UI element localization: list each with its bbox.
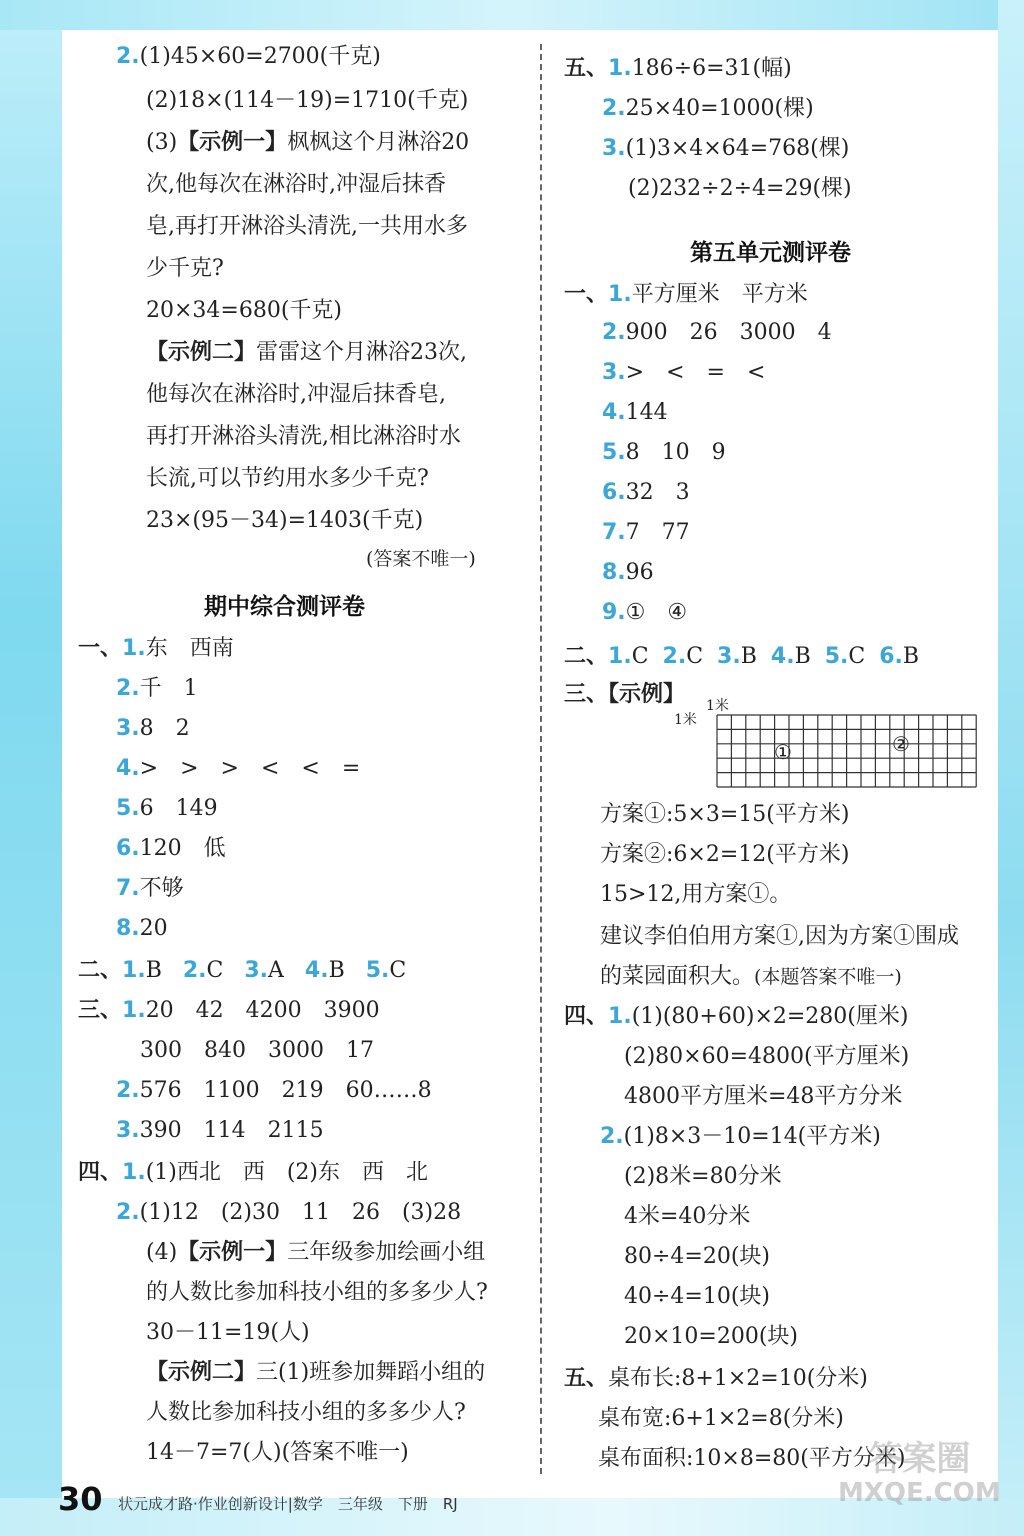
right-s5-q1: 五、1.186÷6=31(幅) (564, 56, 792, 81)
u5-s1-q4: 4.144 (602, 400, 668, 425)
mid-s1-q6: 6.120 低 (116, 836, 226, 861)
frame-top (0, 0, 1024, 30)
left-q2-line7: 20×34=680(千克) (146, 298, 343, 323)
u5-s3-suggest1: 建议李伯伯用方案①,因为方案①围成 (600, 924, 959, 949)
page-number: 30 (58, 1480, 103, 1518)
watermark-line1: 答案圈 (868, 1439, 971, 1479)
watermark-line2: MXQE.COM (838, 1478, 1001, 1508)
frame-right (998, 0, 1024, 1536)
column-divider (540, 44, 542, 1474)
u5-s1-q7: 7.7 77 (602, 520, 690, 545)
u5-s1-q1: 一、1.平方厘米 平方米 (564, 282, 808, 307)
u5-s1-q5: 5.8 10 9 (602, 440, 726, 465)
frame-left (0, 0, 62, 1536)
mid-s1-q2: 2.千 1 (116, 676, 198, 701)
garden-grid-figure (674, 698, 978, 794)
left-q2-line3: (3)【示例一】枫枫这个月淋浴20 (146, 130, 470, 155)
u5-s2: 二、1.C 2.C 3.B 4.B 5.C 6.B (564, 644, 920, 669)
left-q2-line9: 他每次在淋浴时,冲湿后抹香皂, (146, 382, 446, 407)
title-midterm: 期中综合测评卷 (204, 594, 365, 620)
mid-s1-q8: 8.20 (116, 916, 168, 941)
u5-s4-q2d: 80÷4=20(块) (624, 1244, 771, 1269)
mid-s1-q4: 4.> > > < < = (116, 756, 361, 781)
title-unit5: 第五单元测评卷 (690, 240, 851, 266)
u5-s4-q1b: (2)80×60=4800(平方厘米) (624, 1044, 910, 1069)
u5-s5-width: 桌布宽:6+1×2=8(分米) (598, 1406, 844, 1431)
u5-s4-q2f: 20×10=200(块) (624, 1324, 799, 1349)
footer-book-title: 状元成才路·作业创新设计|数学 三年级 下册 RJ (118, 1495, 458, 1513)
left-q2-line4: 次,他每次在淋浴时,冲湿后抹香 (146, 172, 446, 197)
left-q2-note: (答案不唯一) (366, 548, 476, 570)
mid-s4-q2-4: (4)【示例一】三年级参加绘画小组 (146, 1240, 486, 1265)
u5-s3-plan1: 方案①:5×3=15(平方米) (600, 802, 850, 827)
right-s5-q2: 2.25×40=1000(棵) (602, 96, 814, 121)
watermark (838, 1440, 1001, 1508)
mid-s1-q5: 5.6 149 (116, 796, 218, 821)
u5-s5-length: 五、桌布长:8+1×2=10(分米) (564, 1366, 868, 1391)
u5-s4-q1c: 4800平方厘米=48平方分米 (624, 1084, 903, 1109)
mid-s4-q2-4d: 【示例二】三(1)班参加舞蹈小组的 (146, 1360, 486, 1385)
u5-s1-q8: 8.96 (602, 560, 654, 585)
grid-lines (717, 715, 976, 787)
mid-s1-q7: 7.不够 (116, 876, 184, 901)
u5-s4-q2: 2.(1)8×3－10=14(平方米) (600, 1124, 881, 1149)
mid-s4-q2-4e: 人数比参加科技小组的多多少人? (146, 1400, 466, 1425)
u5-s1-q6: 6.32 3 (602, 480, 690, 505)
u5-s1-q2: 2.900 26 3000 4 (602, 320, 832, 345)
grid-top-label: 1米 (706, 698, 729, 714)
left-q2-line2: (2)18×(114－19)=1710(千克) (146, 88, 469, 113)
left-q2-line12: 23×(95－34)=1403(千克) (146, 508, 424, 533)
mid-s4-q2: 2.(1)12 (2)30 11 26 (3)28 (116, 1200, 462, 1225)
u5-s4-q2b: (2)8米=80分米 (624, 1164, 782, 1189)
mid-s3-q1: 三、1.20 42 4200 3900 (78, 998, 380, 1023)
mid-s4-q2-4f: 14－7=7(人)(答案不唯一) (146, 1440, 409, 1465)
garden-grid-svg (674, 698, 978, 790)
u5-s3-suggest2: 的菜园面积大。(本题答案不唯一) (600, 964, 902, 989)
u5-s1-q3: 3.> < = < (602, 360, 766, 385)
u5-s3-heading: 三、【示例】 (564, 682, 686, 707)
mid-s3-q3: 3.390 114 2115 (116, 1118, 324, 1143)
left-q2-line10: 再打开淋浴头清洗,相比淋浴时水 (146, 424, 461, 449)
u5-s1-q9: 9.① ④ (602, 600, 688, 625)
mid-s1-q3: 3.8 2 (116, 716, 190, 741)
u5-s4-q2c: 4米=40分米 (624, 1204, 751, 1229)
right-s5-q3: 3.(1)3×4×64=768(棵) (602, 136, 850, 161)
u5-s3-plan2: 方案②:6×2=12(平方米) (600, 842, 850, 867)
grid-mark-plan1: ① (774, 740, 792, 764)
left-q2-line5: 皂,再打开淋浴头清洗,一共用水多 (146, 214, 468, 239)
grid-left-label: 1米 (674, 712, 697, 728)
left-q2-line6: 少千克? (146, 256, 224, 281)
grid-mark-plan2: ② (892, 732, 910, 756)
mid-s4-q1: 四、1.(1)西北 西 (2)东 西 北 (78, 1160, 429, 1185)
u5-s5-area: 桌布面积:10×8=80(平方分米) (598, 1446, 906, 1471)
mid-s2: 二、1.B 2.C 3.A 4.B 5.C (78, 958, 407, 983)
mid-s1-q1: 一、1.东 西南 (78, 636, 234, 661)
mid-s3-q1b: 300 840 3000 17 (140, 1038, 374, 1063)
left-q2-line8: 【示例二】雷雷这个月淋浴23次, (146, 340, 468, 365)
mid-s4-q2-4c: 30－11=19(人) (146, 1320, 310, 1345)
mid-s3-q2: 2.576 1100 219 60……8 (116, 1078, 432, 1103)
u5-s4-q2e: 40÷4=10(块) (624, 1284, 771, 1309)
left-q2-line1: 2.(1)45×60=2700(千克) (116, 44, 381, 69)
left-q2-line11: 长流,可以节约用水多少千克? (146, 466, 429, 491)
mid-s4-q2-4b: 的人数比参加科技小组的多多少人? (146, 1280, 488, 1305)
right-s5-q3b: (2)232÷2÷4=29(棵) (628, 176, 852, 201)
u5-s3-compare: 15>12,用方案①。 (600, 882, 792, 907)
u5-s4-q1: 四、1.(1)(80+60)×2=280(厘米) (564, 1004, 909, 1029)
